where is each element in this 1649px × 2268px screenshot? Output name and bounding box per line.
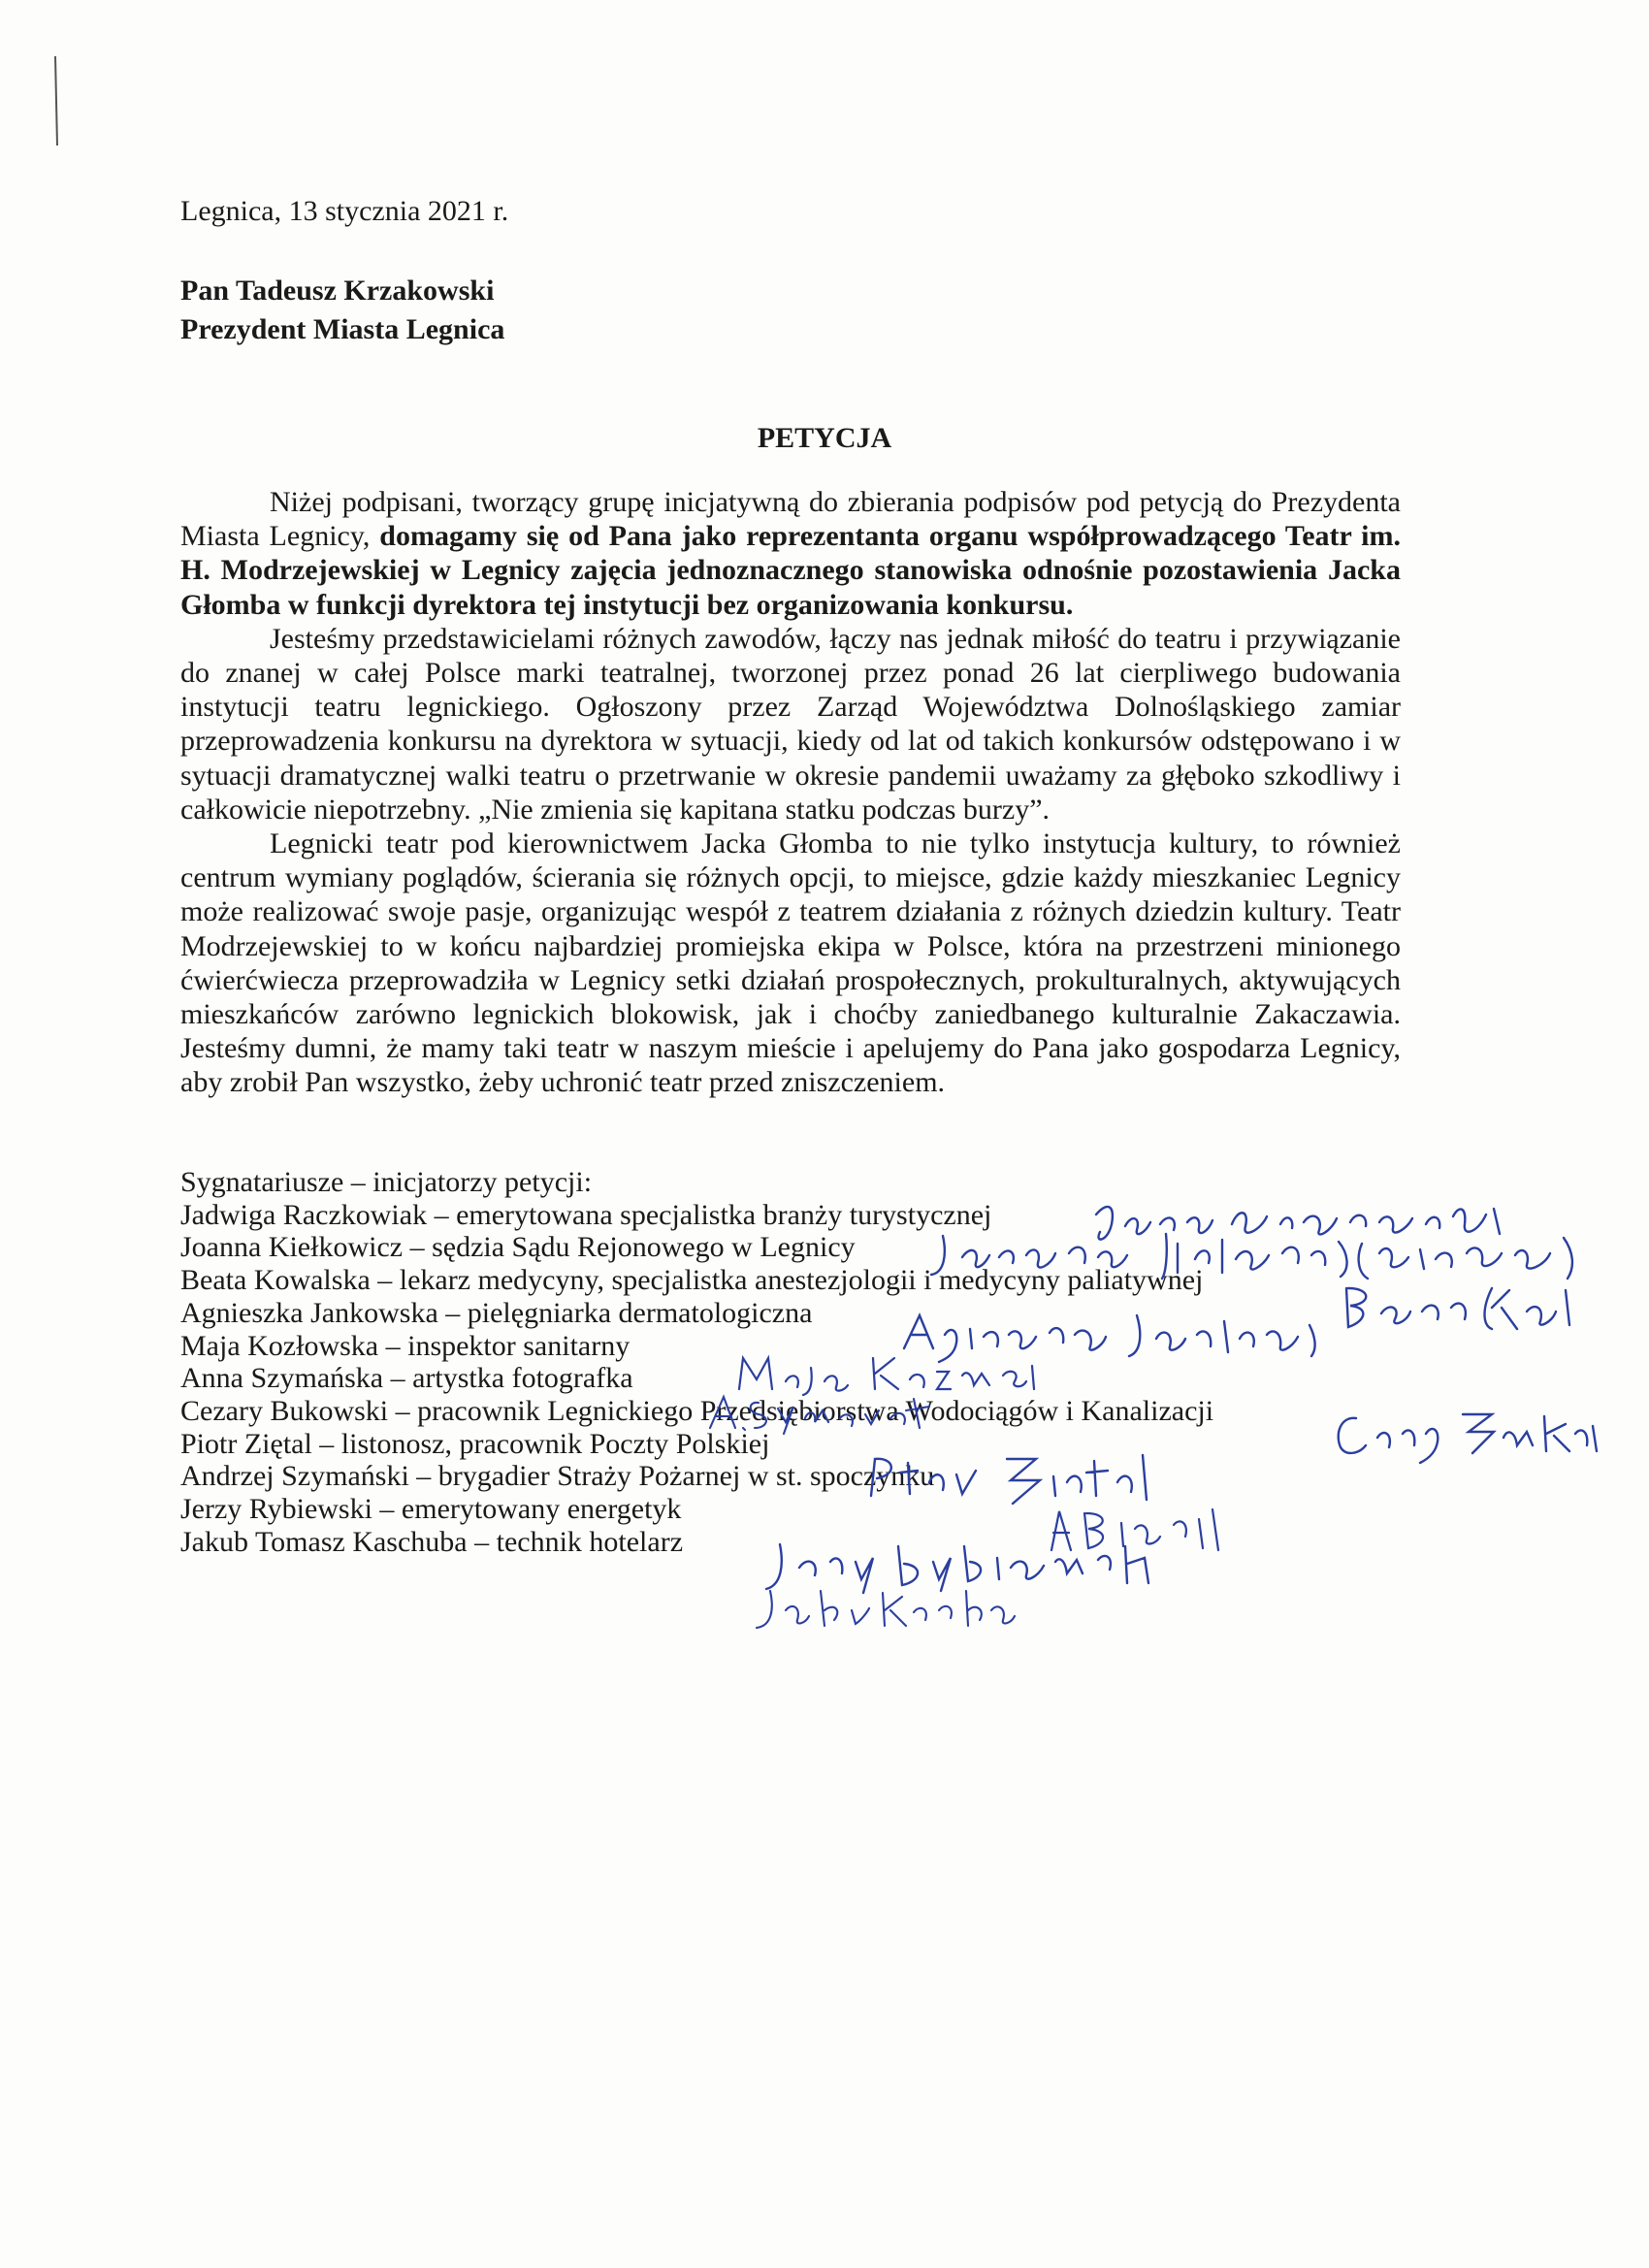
signatory-row: Andrzej Szymański – brygadier Straży Pożarnej w st. spoczynku	[180, 1460, 935, 1493]
signature-11	[747, 1581, 1018, 1636]
signatory-row: Joanna Kiełkowicz – sędzia Sądu Rejonowego w Legnicy	[180, 1231, 856, 1264]
body-paragraph-1	[180, 485, 1401, 622]
document-title: PETYCJA	[757, 422, 892, 454]
signatory-row: Cezary Bukowski – pracownik Legnickiego Przedsiębiorstwa Wodociągów i Kanalizacji	[180, 1394, 1214, 1427]
addressee-title: Prezydent Miasta Legnica	[180, 313, 505, 345]
signatories-heading: Sygnatariusze – inicjatorzy petycji:	[180, 1166, 593, 1198]
signatory-row: Agnieszka Jankowska – pielęgniarka dermatologiczna	[180, 1296, 813, 1329]
signatory-row: Anna Szymańska – artystka fotografka	[180, 1362, 633, 1395]
body-paragraph-3: Legnicki teatr pod kierownictwem Jacka Głomba to nie tylko instytucja kultury, to również centrum wymiany poglądów, ścierania się różnych opcji, to miejsce, gdzie każdy mieszkaniec Legnicy może realizować swoje pasje, organizując wespół z teatrem działania z różnych dziedzin kultury. Teatr Modrzejewskiej to w końcu najbardziej promiejska ekipa w Polsce, która na przestrzeni minionego ćwierćwiecza przeprowadziła w Legnicy setki działań prospołecznych, prokulturalnych, aktywujących mieszkańców zarówno legnickich blokowisk, jak i choćby zaniedbanego kulturalnie Zakaczawia. Jesteśmy dumni, że mamy taki teatr w naszym mieście i apelujemy do Pana jako gospodarza Legnicy, aby zrobił Pan wszystko, żeby uchronić teatr przed zniszczeniem.	[180, 827, 1401, 1099]
signatory-row: Jakub Tomasz Kaschuba – technik hotelarz	[180, 1525, 684, 1558]
date-line: Legnica, 13 stycznia 2021 r.	[180, 195, 509, 227]
paragraph-1-plain: Niżej podpisani, tworzący grupę inicjatywną do zbierania podpisów pod petycją do Prezydenta Miasta Legnicy,	[180, 486, 1401, 553]
signatory-row: Maja Kozłowska – inspektor sanitarny	[180, 1329, 630, 1362]
signatory-row: Beata Kowalska – lekarz medycyny, specjalistka anestezjologii i medycyny paliatywnej	[180, 1264, 1204, 1297]
scan-edge-mark	[54, 56, 58, 146]
signatory-row: Jadwiga Raczkowiak – emerytowana specjalistka branży turystycznej	[180, 1198, 992, 1231]
petition-body	[180, 485, 1401, 1100]
signatory-row: Piotr Ziętal – listonosz, pracownik Poczty Polskiej	[180, 1427, 770, 1460]
signature-3	[1337, 1279, 1589, 1337]
signature-7	[1327, 1405, 1599, 1469]
body-paragraph-2: Jesteśmy przedstawicielami różnych zawodów, łączy nas jednak miłość do teatru i przywiązanie do znanej w całej Polsce marki teatralnej, tworzonej przez ponad 26 lat cierpliwego budowania instytucji teatru legnickiego. Ogłoszony przez Zarząd Województwa Dolnośląskiego zamiar przeprowadzenia konkursu na dyrektora w sytuacji, kiedy od lat od takich konkursów odstępowano i w sytuacji dramatycznej walki teatru o przetrwanie w okresie pandemii uważamy za głęboko szkodliwy i całkowicie niepotrzebny. „Nie zmienia się kapitana statku podczas burzy”.	[180, 622, 1401, 826]
addressee-name: Pan Tadeusz Krzakowski	[180, 275, 495, 307]
paragraph-1-demand: domagamy się od Pana jako reprezentanta organu współprowadzącego Teatr im. H. Modrzejewskiej w Legnicy zajęcia jednoznacznego stanowiska odnośnie pozostawienia Jacka Głomba w funkcji dyrektora tej instytucji bez organizowania konkursu.	[180, 520, 1401, 621]
signatory-row: Jerzy Rybiewski – emerytowany energetyk	[180, 1493, 682, 1526]
signature-6	[700, 1389, 933, 1436]
addressee-block	[180, 272, 504, 349]
